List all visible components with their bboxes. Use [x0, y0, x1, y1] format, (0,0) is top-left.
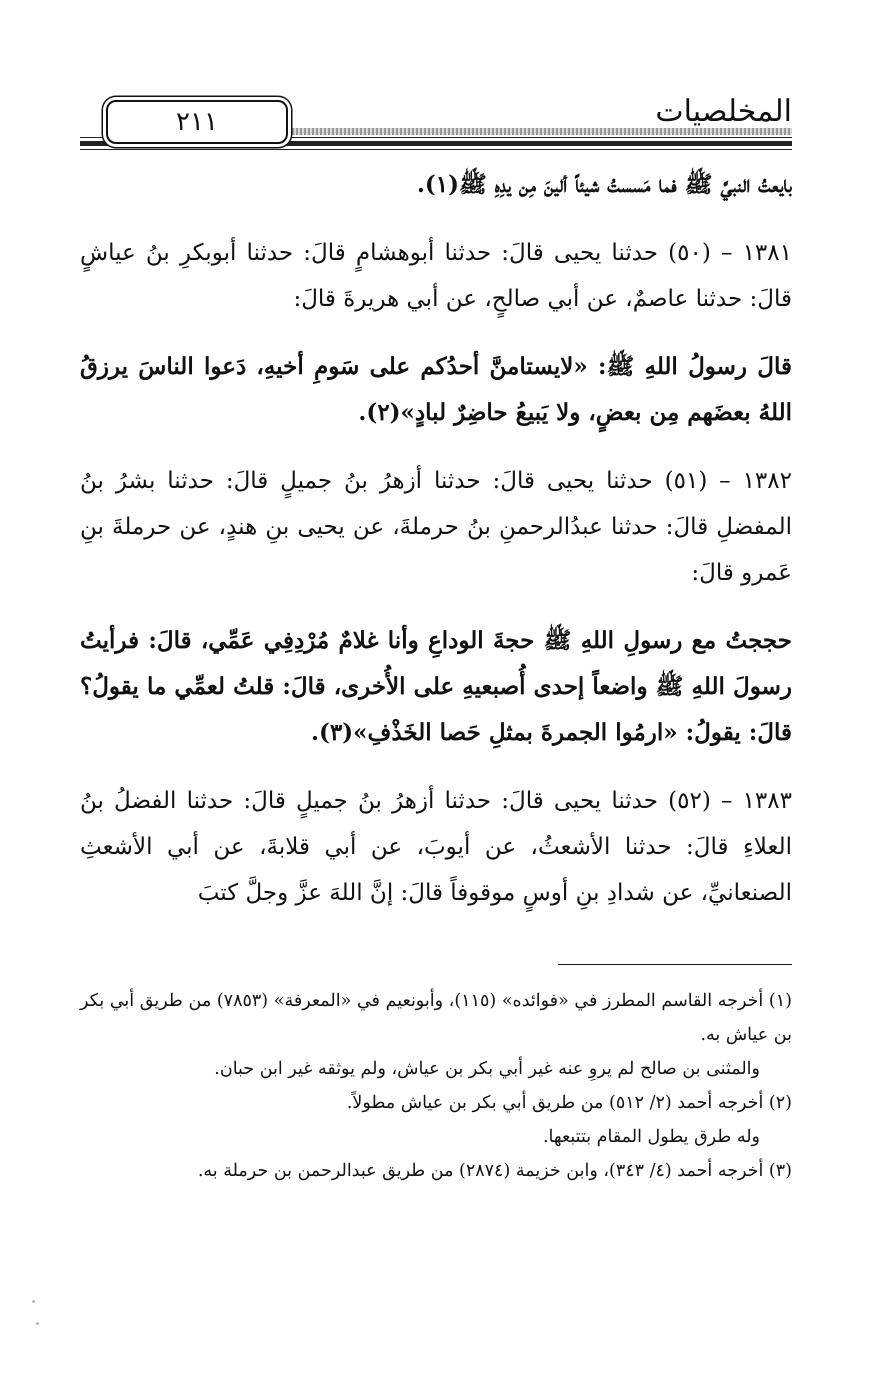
paragraph-matn-1382: حججتُ مع رسولِ اللهِ ﷺ حجةَ الوداعِ وأنا غلامٌ مُرْدِفِي عَمِّي، قالَ: فرأيتُ رسولَ اللهِ ﷺ واضعاً إحدى أُصبعيهِ على الأُخرى، قالَ: قلتُ لعمِّي ما يقولُ؟ قالَ: يقولُ: «ارمُوا الجمرةَ بمثلِ حَصا الخَذْفِ»(٣).: [80, 627, 792, 746]
page-header: [80, 92, 792, 152]
paragraph-matn-1381: قالَ رسولُ اللهِ ﷺ: «لايستامنَّ أحدُكم على سَومِ أخيهِ، دَعوا الناسَ يرزقُ اللهُ بعضَهم مِن بعضٍ، ولا يَبيعُ حاضِرٌ لبادٍ»(٢).: [80, 353, 792, 426]
scan-speck: [36, 1322, 39, 1325]
paragraph-1: بايعتُ النبيَّ ﷺ فما مَسستُ شيئاً ألينَ مِن يدِهِ ﷺ(١).: [416, 171, 792, 198]
main-text: [80, 162, 792, 938]
footnote-3: (٣) أخرجه أحمد (٤/ ٣٤٣)، وابن خزيمة (٢٨٧٤) من طريق عبدالرحمن بن حرملة به.: [197, 1161, 792, 1181]
paragraph-hadith-1383: ١٣٨٣ – (٥٢) حدثنا يحيى قالَ: حدثنا أزهرُ بنُ جميلٍ قالَ: حدثنا الفضلُ بنُ العلاءِ قالَ: حدثنا الأشعثُ، عن أيوبَ، عن أبي قلابةَ، عن أبي الأشعثِ الصنعانيِّ، عن شدادِ بنِ أوسٍ موقوفاً قالَ: إنَّ اللهَ عزَّ وجلَّ كتبَ: [80, 788, 792, 906]
footnote-2: (٢) أخرجه أحمد (٢/ ٥١٢) من طريق أبي بكر بن عياش مطولاً.: [346, 1093, 792, 1113]
footnotes: [80, 984, 792, 1188]
paragraph-hadith-1381: ١٣٨١ – (٥٠) حدثنا يحيى قالَ: حدثنا أبوهشامٍ قالَ: حدثنا أبوبكرِ بنُ عياشٍ قالَ: حدثنا عاصمٌ، عن أبي صالحٍ، عن أبي هريرةَ قالَ:: [80, 240, 792, 312]
footnote-2-note: وله طرق يطول المقام بتتبعها.: [542, 1127, 760, 1147]
book-title: المخلصيات: [655, 94, 792, 129]
page-number: ٢١١: [106, 100, 288, 144]
scan-speck: [32, 1300, 35, 1303]
paragraph-hadith-1382: ١٣٨٢ – (٥١) حدثنا يحيى قالَ: حدثنا أزهرُ بنُ جميلٍ قالَ: حدثنا بشرُ بنُ المفضلِ قالَ: حدثنا عبدُالرحمنِ بنُ حرملةَ، عن يحيى بنِ هندٍ، عن حرملةَ بنِ عَمرو قالَ:: [80, 468, 792, 586]
footnote-divider: [558, 964, 792, 965]
footnote-1: (١) أخرجه القاسم المطرز في «فوائده» (١١٥)، وأبونعيم في «المعرفة» (٧٨٥٣) من طريق أبي بكر بن عياش به.: [80, 991, 792, 1045]
footnote-1-note: والمثنى بن صالح لم يروِ عنه غير أبي بكر بن عياش، ولم يوثقه غير ابن حبان.: [214, 1059, 760, 1079]
